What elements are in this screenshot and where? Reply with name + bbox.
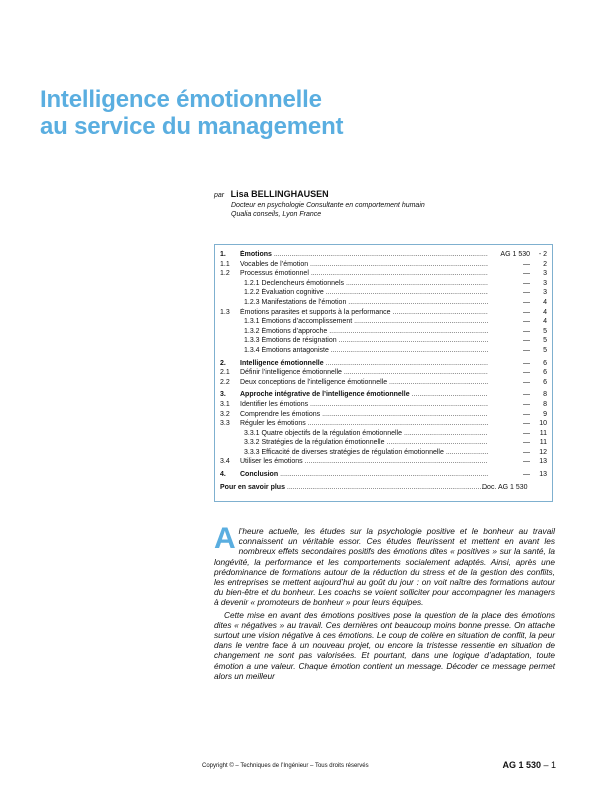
toc-entry[interactable] xyxy=(220,470,547,480)
toc-entry-page: 3 xyxy=(543,279,547,287)
toc-entry-label: 1.2.2 Évaluation cognitive ..... xyxy=(244,288,488,298)
toc-entry-label: Vocables de l’émotion ..... xyxy=(240,260,488,270)
toc-entry-label: Intelligence émotionnelle ..... xyxy=(240,359,488,369)
toc-entry-page: 3 xyxy=(543,270,547,278)
toc-entry-ref: — xyxy=(523,471,530,479)
article-body xyxy=(214,522,555,683)
footer-page-number: – 1 xyxy=(540,760,556,770)
toc-entry-label: 3.3.1 Quatre objectifs de la régulation émotionnelle ..... xyxy=(244,429,488,439)
toc-entry-number: 3. xyxy=(220,391,226,399)
toc-entry-label: 1.3.3 Émotions de résignation ..... xyxy=(244,336,488,346)
toc-entry-label: Émotions ..... xyxy=(240,250,488,260)
toc-entry[interactable] xyxy=(220,438,547,448)
author-affiliation xyxy=(231,201,425,219)
toc-entry-page: 9 xyxy=(543,410,547,418)
byline-par: par xyxy=(214,192,225,199)
toc-entry-label: 1.3.1 Émotions d’accomplissement ..... xyxy=(244,317,488,327)
author-name: Lisa BELLINGHAUSEN xyxy=(230,189,329,199)
toc-entry-label: Pour en savoir plus ..... xyxy=(220,483,488,493)
toc-entry-page: 6 xyxy=(543,369,547,377)
footer-page-ref xyxy=(502,760,556,770)
toc-entry-page: 4 xyxy=(543,308,547,316)
toc-entry-ref: — xyxy=(523,260,530,268)
toc-entry-ref: — xyxy=(523,318,530,326)
toc-entry-number: 1.2 xyxy=(220,270,230,278)
toc-entry-page: 5 xyxy=(543,337,547,345)
toc-entry-label: 1.3.2 Émotions d’approche ..... xyxy=(244,327,488,337)
toc-entry-page: 5 xyxy=(543,346,547,354)
toc-entry[interactable] xyxy=(220,400,547,410)
toc-entry-ref: — xyxy=(523,289,530,297)
toc-entry-page: 4 xyxy=(543,318,547,326)
paragraph-2: Cette mise en avant des émotions positives pose la question de la place des émotions dites « négatives » au travail. Ces dernières ont beaucoup moins bonne presse. On attache surtout une vision négative à ces émotions. Le coup de colère en situation de conflit, la peur dans le ventre face à un nouveau projet, ou encore la tristesse ressentie en situation de changement ne sont pas valorisées. Et pourtant, dans une logique d’adaptation, toute émotion a une valeur. Chaque émotion contient un message. Décoder ce message permet alors un meilleur xyxy=(214,609,555,681)
toc-entry[interactable] xyxy=(220,346,547,356)
toc-entry[interactable] xyxy=(220,378,547,388)
footer-copyright: Copyright © – Techniques de l’Ingénieur – Tous droits réservés xyxy=(202,763,369,769)
toc-entry-label: Deux conceptions de l’intelligence émotionnelle ..... xyxy=(240,378,488,388)
toc-entry-ref: — xyxy=(523,429,530,437)
toc-entry-ref: — xyxy=(523,378,530,386)
toc-entry[interactable] xyxy=(220,448,547,458)
toc-entry-number: 2.2 xyxy=(220,378,230,386)
toc-entry-label: 1.2.3 Manifestations de l’émotion ..... xyxy=(244,298,488,308)
toc-entry-number: 3.1 xyxy=(220,400,230,408)
toc-entry-label: Processus émotionnel ..... xyxy=(240,269,488,279)
toc-entry[interactable] xyxy=(220,429,547,439)
toc-entry-number: 3.2 xyxy=(220,410,230,418)
toc-entry-ref: — xyxy=(523,458,530,466)
toc-entry[interactable] xyxy=(220,336,547,346)
toc-entry-label: 1.2.1 Declencheurs émotionnels ..... xyxy=(244,279,488,289)
article-title-line-2: au service du management xyxy=(40,113,344,140)
toc-entry[interactable] xyxy=(220,288,547,298)
toc-entry-ref: Doc. AG 1 530 xyxy=(482,483,528,491)
toc-entry-page: 12 xyxy=(539,448,547,456)
toc-entry-ref: — xyxy=(523,391,530,399)
toc-entry-label: 1.3.4 Émotions antagoniste ..... xyxy=(244,346,488,356)
toc-entry[interactable] xyxy=(220,298,547,308)
toc-entry-number: 2.1 xyxy=(220,369,230,377)
toc-entry[interactable] xyxy=(220,317,547,327)
toc-entry-label: Émotions parasites et supports à la performance ..... xyxy=(240,308,488,318)
toc-entry[interactable] xyxy=(220,368,547,378)
toc-entry-number: 3.4 xyxy=(220,458,230,466)
toc-entry-page: 5 xyxy=(543,327,547,335)
toc-entry[interactable] xyxy=(220,419,547,429)
toc-entry-label: Identifier les émotions ..... xyxy=(240,400,488,410)
toc-entry-ref: — xyxy=(523,337,530,345)
toc-entry-ref: — xyxy=(523,369,530,377)
toc-entry-page: 13 xyxy=(539,458,547,466)
toc-entry[interactable] xyxy=(220,359,547,369)
toc-entry-page: 8 xyxy=(543,400,547,408)
toc-entry-ref: — xyxy=(523,346,530,354)
toc-entry-ref: — xyxy=(523,279,530,287)
toc-entry-ref: — xyxy=(523,439,530,447)
toc-entry[interactable] xyxy=(220,308,547,318)
article-title xyxy=(40,86,560,140)
paragraph-1-text: l’heure actuelle, les études sur la psychologie positive et le bonheur au travail connaissent un véritable essor. Ces études fleurissent et mettent en avant les nombreux effets secondaires positifs des émotions dites « positives » sur la santé, la longévité, la performance et les comportements socialement adaptés. Ainsi, après une prédominance de formations autour de la réduction du stress et de la gestion des conflits, les entreprises se mettent aujourd’hui au goût du jour : on voit naître des formations autour du bien-être et du bonheur. Les coachs se voient solliciter pour accompagner les managers à devenir « promoteurs de bonheur » pour leurs équipes. xyxy=(214,526,555,608)
toc-entry-page: 2 xyxy=(543,260,547,268)
drop-cap: A xyxy=(214,522,236,555)
table-of-contents xyxy=(214,244,553,502)
toc-entry-label: 3.3.3 Efficacité de diverses stratégies de régulation émotionnelle ..... xyxy=(244,448,488,458)
toc-entry-number: 2. xyxy=(220,359,226,367)
toc-entry-ref: — xyxy=(523,448,530,456)
affiliation-line-2: Qualia conseils, Lyon France xyxy=(231,211,322,218)
toc-entry-page: 11 xyxy=(539,439,547,447)
toc-entry-page: 3 xyxy=(543,289,547,297)
toc-entry-label: Conclusion ..... xyxy=(240,470,488,480)
toc-entry-ref: — xyxy=(523,359,530,367)
toc-entry-page: 4 xyxy=(543,298,547,306)
toc-entry-page: 6 xyxy=(543,359,547,367)
toc-entry[interactable] xyxy=(220,483,547,493)
byline xyxy=(214,189,329,199)
footer-doc-code: AG 1 530 xyxy=(502,760,541,770)
toc-entry-ref: — xyxy=(523,410,530,418)
toc-entry-page: - 2 xyxy=(538,251,547,258)
toc-entry-number: 3.3 xyxy=(220,420,230,428)
affiliation-line-1: Docteur en psychologie Consultante en comportement humain xyxy=(231,202,425,209)
toc-entry[interactable] xyxy=(220,410,547,420)
toc-entry-number: 1. xyxy=(220,251,226,258)
toc-entry[interactable] xyxy=(220,279,547,289)
toc-entry-page: 10 xyxy=(539,420,547,428)
toc-entry-ref: — xyxy=(523,420,530,428)
toc-entry[interactable] xyxy=(220,260,547,270)
toc-entry-ref: AG 1 530 xyxy=(500,251,530,258)
toc-entry[interactable] xyxy=(220,250,547,260)
toc-entry-page: 6 xyxy=(543,378,547,386)
toc-entry-ref: — xyxy=(523,298,530,306)
toc-entry-number: 1.1 xyxy=(220,260,230,268)
toc-entry-number: 4. xyxy=(220,471,226,479)
toc-entry[interactable] xyxy=(220,390,547,400)
toc-entry[interactable] xyxy=(220,327,547,337)
toc-entry-label: Approche intégrative de l’intelligence émotionnelle ..... xyxy=(240,390,488,400)
toc-entry-ref: — xyxy=(523,308,530,316)
toc-entry-ref: — xyxy=(523,270,530,278)
article-title-line-1: Intelligence émotionnelle xyxy=(40,86,322,113)
toc-entry-label: Définir l’intelligence émotionnelle ..... xyxy=(240,368,488,378)
toc-entry-ref: — xyxy=(523,327,530,335)
toc-entry-label: 3.3.2 Stratégies de la régulation émotionnelle ..... xyxy=(244,438,488,448)
toc-entry-number: 1.3 xyxy=(220,308,230,316)
toc-entry-page: 13 xyxy=(539,471,547,479)
toc-entry-page: 11 xyxy=(539,429,547,437)
toc-entry-label: Comprendre les émotions ..... xyxy=(240,410,488,420)
toc-entry-page: 8 xyxy=(543,391,547,399)
toc-entry-label: Utiliser les émotions ..... xyxy=(240,457,488,467)
toc-entry-ref: — xyxy=(523,400,530,408)
toc-entry[interactable] xyxy=(220,269,547,279)
toc-entry[interactable] xyxy=(220,457,547,467)
paragraph-1 xyxy=(214,522,555,608)
toc-entry-label: Réguler les émotions ..... xyxy=(240,419,488,429)
